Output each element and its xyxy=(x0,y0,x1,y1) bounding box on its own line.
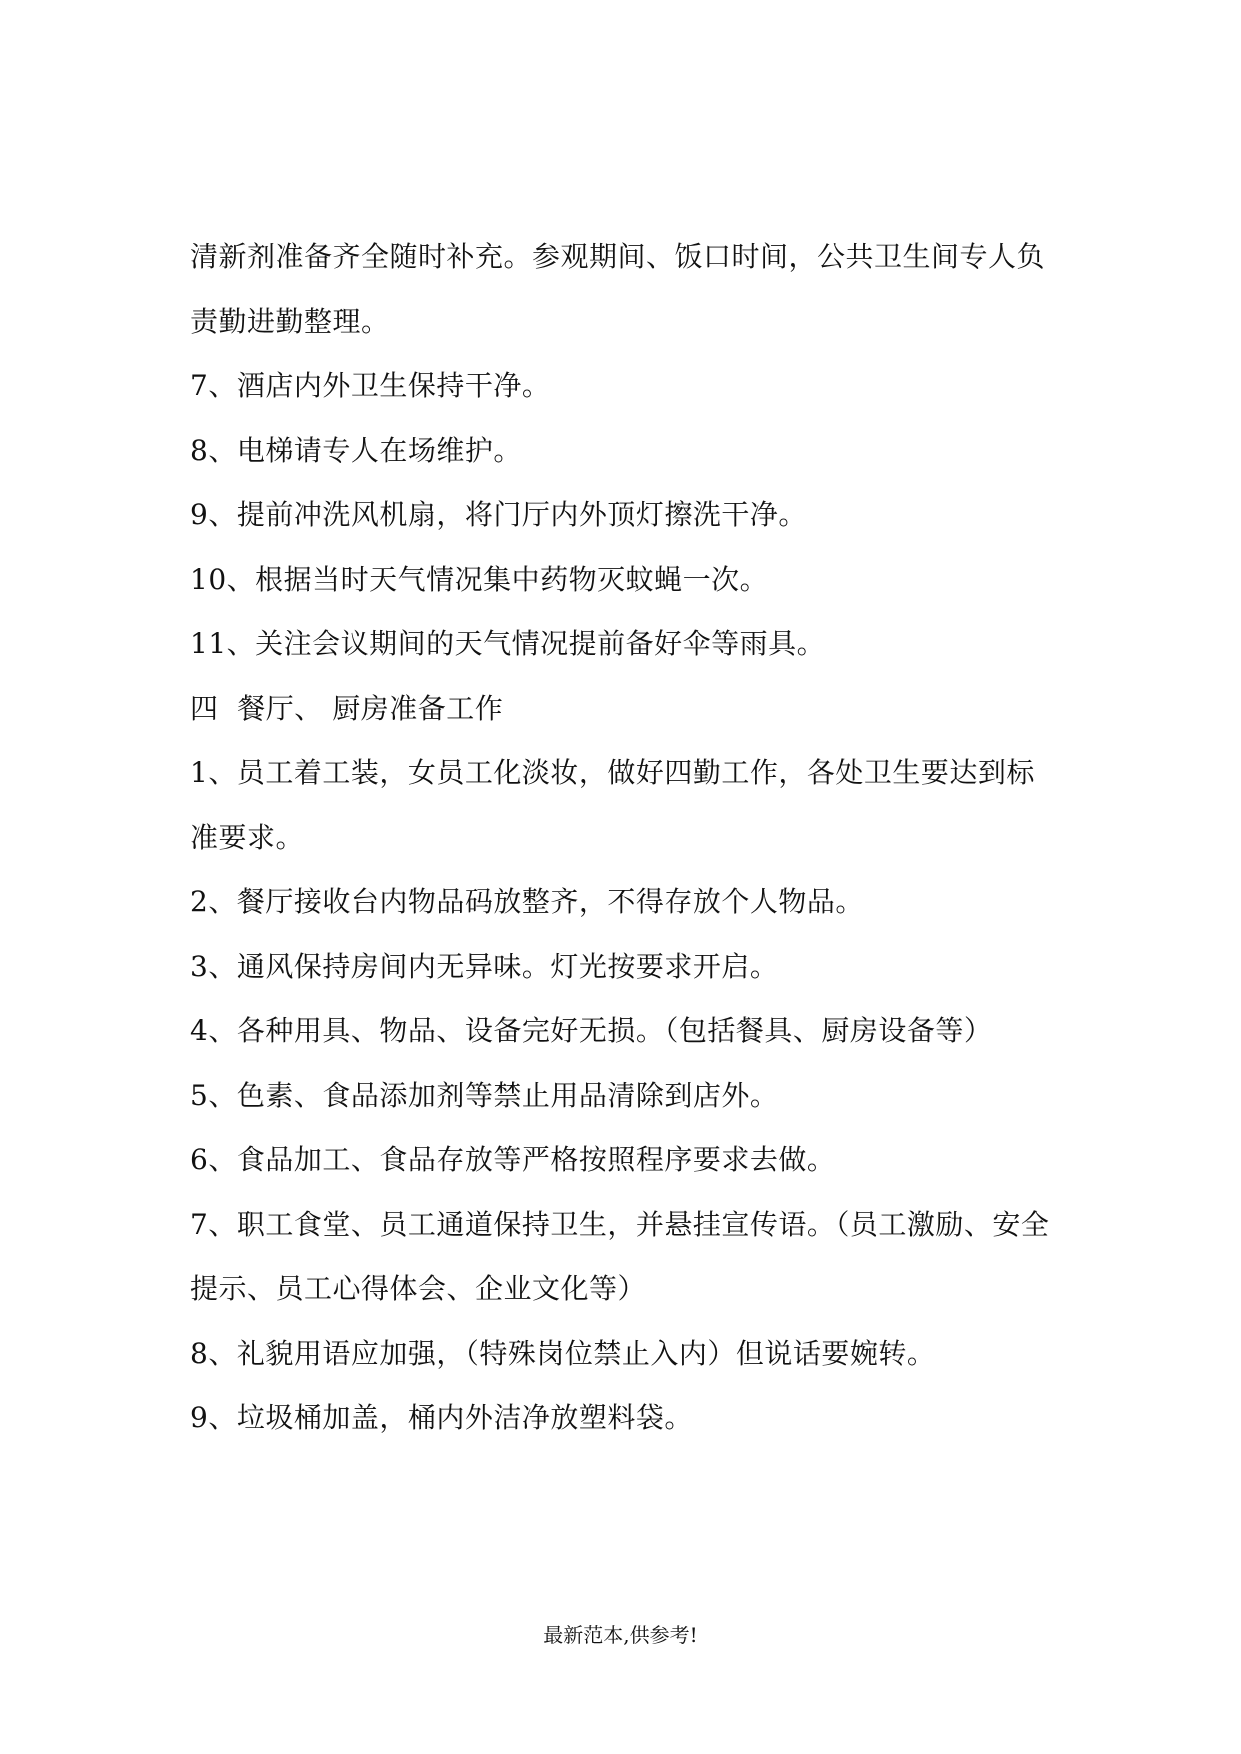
text-line: 责勤进勤整理。 xyxy=(190,304,390,338)
section-heading: 四 餐厅、 厨房准备工作 xyxy=(190,691,504,725)
list-item: 9、垃圾桶加盖，桶内外洁净放塑料袋。 xyxy=(190,1401,693,1434)
document-body xyxy=(190,225,1070,1451)
list-item: 6、食品加工、食品存放等严格按照程序要求去做。 xyxy=(190,1143,836,1176)
list-item: 11、关注会议期间的天气情况提前备好伞等雨具。 xyxy=(190,627,826,660)
list-item: 3、通风保持房间内无异味。灯光按要求开启。 xyxy=(190,949,779,983)
list-item: 7、职工食堂、员工通道保持卫生，并悬挂宣传语。（员工激励、安全 xyxy=(190,1207,1050,1241)
list-item: 5、色素、食品添加剂等禁止用品清除到店外。 xyxy=(190,1078,779,1112)
list-item: 8、电梯请专人在场维护。 xyxy=(190,433,522,467)
list-item: 8、礼貌用语应加强，（特殊岗位禁止入内）但说话要婉转。 xyxy=(190,1336,936,1370)
text-line: 提示、员工心得体会、企业文化等） xyxy=(190,1272,647,1305)
text-line: 清新剂准备齐全随时补充。参观期间、饭口时间，公共卫生间专人负 xyxy=(190,240,1046,273)
text-line: 准要求。 xyxy=(190,820,305,854)
list-item: 9、提前冲洗风机扇，将门厅内外顶灯擦洗干净。 xyxy=(190,498,807,531)
list-item: 10、根据当时天气情况集中药物灭蚊蝇一次。 xyxy=(190,562,769,596)
list-item: 1、员工着工装，女员工化淡妆，做好四勤工作，各处卫生要达到标 xyxy=(190,756,1035,789)
page-footer: 最新范本,供参考! xyxy=(543,1623,698,1647)
list-item: 4、各种用具、物品、设备完好无损。（包括餐具、厨房设备等） xyxy=(190,1014,993,1047)
list-item: 2、餐厅接收台内物品码放整齐，不得存放个人物品。 xyxy=(190,885,864,918)
list-item: 7、酒店内外卫生保持干净。 xyxy=(190,369,551,402)
